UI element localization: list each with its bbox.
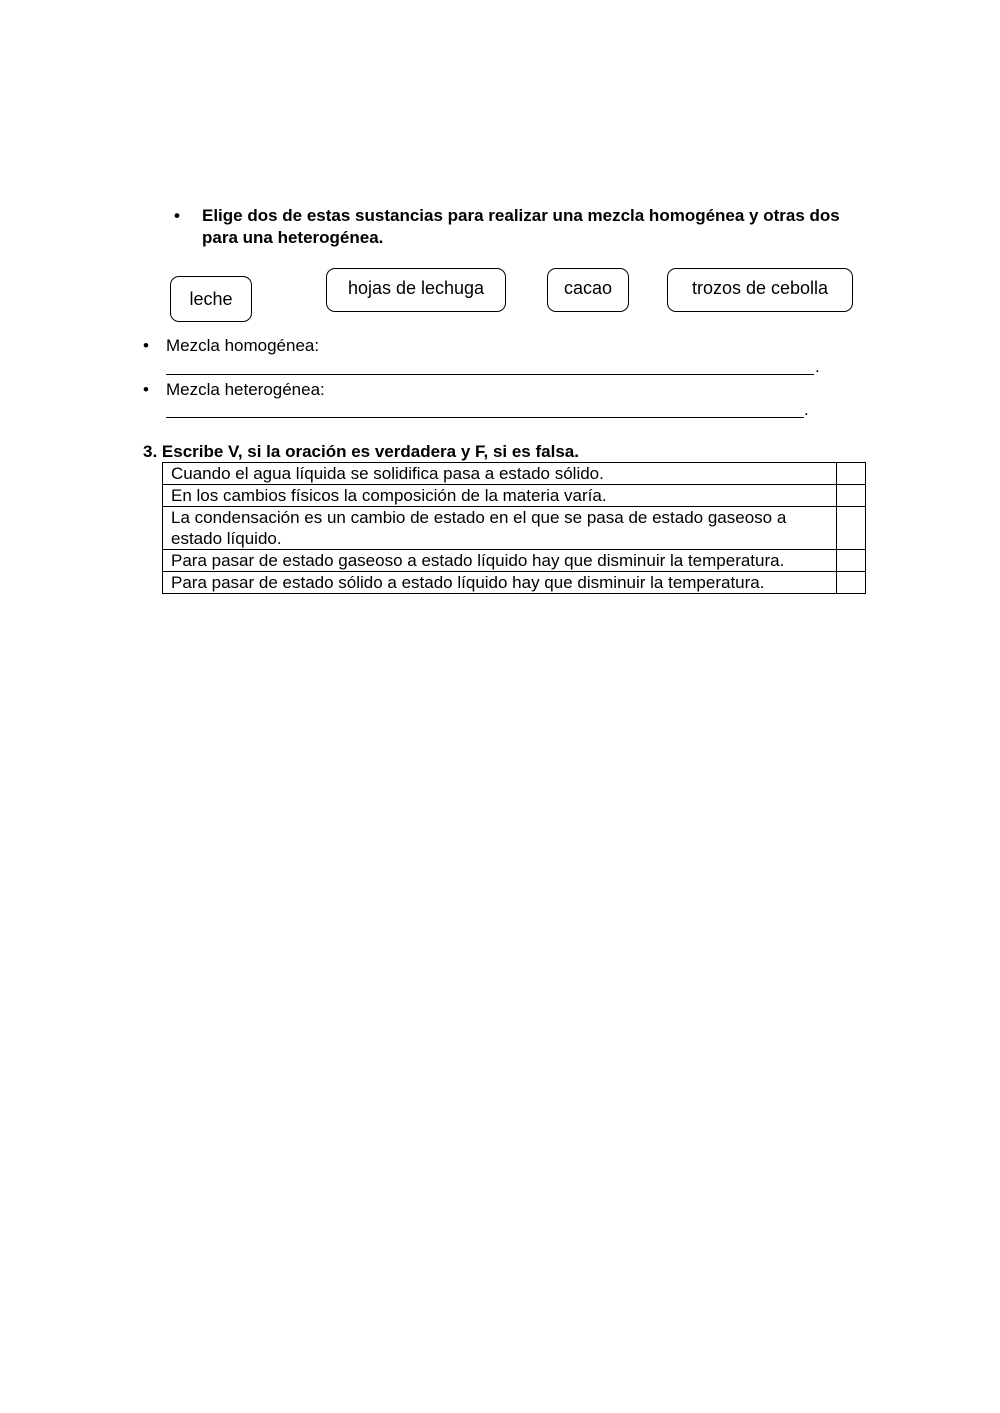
substance-box-cacao[interactable] [547,268,629,312]
substance-box-trozos-de-cebolla[interactable] [667,268,853,312]
homogenea-answer-line[interactable] [166,374,814,375]
table-row [163,507,866,550]
heterogenea-label: Mezcla heterogénea: [166,380,325,399]
true-false-table [162,462,866,594]
homogenea-period: . [815,357,820,376]
table-row [163,463,866,485]
table-row [163,550,866,572]
substance-label: leche [189,288,233,309]
substance-label: hojas de lechuga [347,278,485,298]
instruction-bullet: • [174,206,180,225]
substance-label: trozos de cebolla [691,278,829,298]
answer-cell[interactable] [837,463,866,485]
statement-cell: En los cambios físicos la composición de la materia varía. [163,485,837,507]
heterogenea-answer-line[interactable] [166,417,804,418]
question-3-title: 3. Escribe V, si la oración es verdadera y F, si es falsa. [143,442,579,461]
homogenea-bullet: • [143,336,149,355]
answer-cell[interactable] [837,485,866,507]
statement-cell: Para pasar de estado sólido a estado líquido hay que disminuir la temperatura. [163,572,837,594]
answer-cell[interactable] [837,550,866,572]
statement-cell: La condensación es un cambio de estado en el que se pasa de estado gaseoso a estado líquido. [163,507,837,550]
statement-cell: Cuando el agua líquida se solidifica pasa a estado sólido. [163,463,837,485]
statement-cell: Para pasar de estado gaseoso a estado líquido hay que disminuir la temperatura. [163,550,837,572]
heterogenea-period: . [804,400,809,419]
answer-cell[interactable] [837,572,866,594]
substance-label: cacao [563,278,613,298]
homogenea-label: Mezcla homogénea: [166,336,320,355]
heterogenea-bullet: • [143,380,149,399]
substance-box-hojas-de-lechuga[interactable] [326,268,506,312]
substance-box-leche[interactable] [170,276,252,322]
table-row [163,485,866,507]
instruction-text: Elige dos de estas sustancias para realizar una mezcla homogénea y otras dos para una heterogénea. [202,206,840,247]
answer-cell[interactable] [837,507,866,550]
table-row [163,572,866,594]
